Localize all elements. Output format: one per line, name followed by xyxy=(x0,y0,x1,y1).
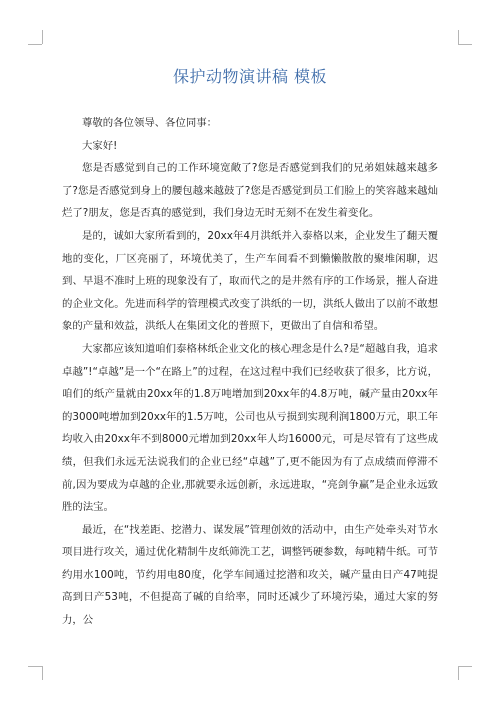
body-paragraph-2: 是的，诚如大家所看到的，20xx年4月洪纸并入泰格以来，企业发生了翻天覆地的变化，厂区亮丽了，环境优美了，生产车间看不到懒懒散散的聚堆闲聊，迟到、早退不准时上班的现象没有了，取而代之的是井然有序的工作场景，摧人奋进的企业文化。先进而科学的管理模式改变了洪纸的一切，洪纸人做出了以前不敢想象的产量和效益，洪纸人在集团文化的普照下，更做出了自信和希望。 xyxy=(62,229,438,333)
crop-mark-bottom-left-v xyxy=(42,666,43,680)
document-title: 保护动物演讲稿 模板 xyxy=(172,67,328,86)
crop-mark-top-left-h xyxy=(28,44,42,45)
greeting: 大家好! xyxy=(82,139,118,152)
body-paragraph-3: 大家都应该知道咱们泰格林纸企业文化的核心理念是什么?是“超越自我，追求卓越”!“卓越”是一个“在路上”的过程，在这过程中我们已经收获了很多，比方说，咱们的纸产量就由20xx年的1.8万吨增加到20xx年的4.8万吨，碱产量由20xx年的3000吨增加到20xx年的1.5万吨，公司也从亏损到实现利润1800万元，职工年均收入由20xx年不到8000元增加到20xx年人均16000元，可是尽管有了这些成绩，但我们永远无法说我们的企业已经“卓越”了,更不能因为有了点成绩而停滞不前,因为要成为卓越的企业,那就要永远创新，永远进取，“亮剑争赢”是企业永远致胜的法宝。 xyxy=(62,342,438,514)
body-paragraph-4: 最近，在“找差距、挖潜力、谋发展”管理创效的活动中，由生产处牵头对节水项目进行攻关，通过优化精制牛皮纸筛洗工艺，调整钙硬参数，每吨精牛纸。可节约用水100吨，节约用电80度，化学车间通过挖潜和攻关，碱产量由日产47吨提高到日产53吨，不但提高了碱的自给率，同时还减少了环境污染，通过大家的努力，公 xyxy=(62,523,438,627)
crop-mark-bottom-right-h xyxy=(458,666,472,667)
document-body xyxy=(62,112,438,632)
crop-mark-top-right-h xyxy=(458,44,472,45)
crop-mark-bottom-right-v xyxy=(458,666,459,680)
crop-mark-bottom-left-h xyxy=(28,666,42,667)
salutation: 尊敬的各位领导、各位同事： xyxy=(82,117,218,129)
crop-mark-top-right-v xyxy=(458,30,459,44)
crop-mark-top-left-v xyxy=(42,30,43,44)
body-paragraph-1: 您是否感觉到自己的工作环境宽敞了?您是否感觉到我们的兄弟姐妹越来越多了?您是否感觉到身上的腰包越来越鼓了?您是否感觉到员工们脸上的笑容越来越灿烂了?朋友，您是否真的感觉到，我们身边无时无刻不在发生着变化。 xyxy=(62,162,438,220)
